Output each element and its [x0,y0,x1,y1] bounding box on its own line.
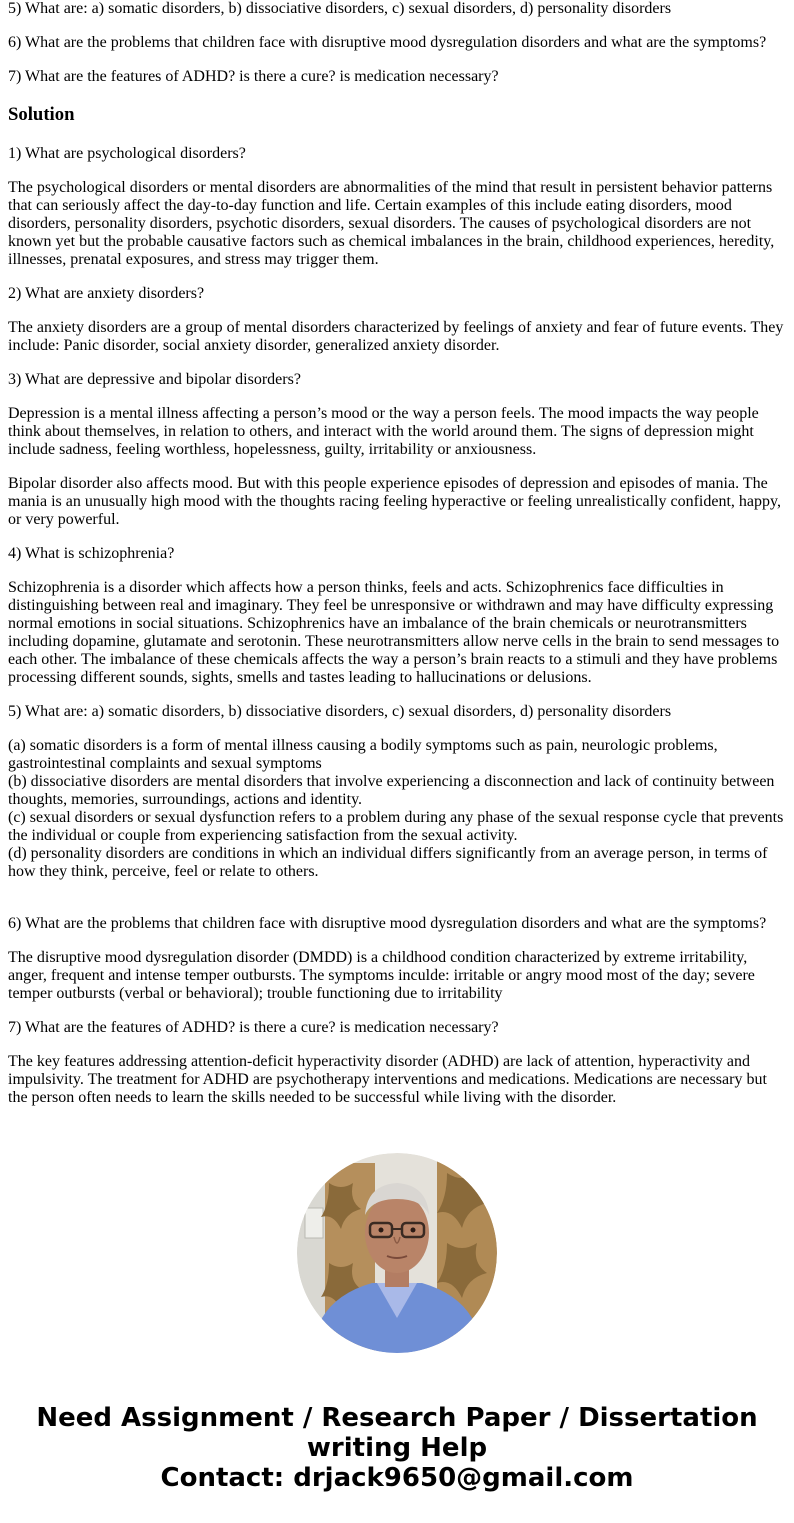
answer-5-list [8,737,786,881]
answer-1: The psychological disorders or mental disorders are abnormalities of the mind that result in persistent behavior patterns that can seriously affect the day-to-day function and life. Certain examples of this include eating disorders, mood disorders, personality disorders, psychotic disorders, sexual disorders. The causes of psychological disorders are not known yet but the probable causative factors such as chemical imbalances in the brain, childhood experiences, heredity, illnesses, prenatal exposures, and stress may trigger them. [8,179,775,268]
answer-5-d: (d) personality disorders are conditions in which an individual differs significantly from an average person, in terms of how they think, perceive, feel or relate to others. [8,845,768,880]
answer-5-c: (c) sexual disorders or sexual dysfunction refers to a problem during any phase of the sexual response cycle that prevents the individual or couple from experiencing satisfaction from the sexual activity. [8,809,784,844]
solution-heading: Solution [8,104,75,125]
answer-2: The anxiety disorders are a group of mental disorders characterized by feelings of anxiety and fear of future events. They include: Panic disorder, social anxiety disorder, generalized anxiety disorder. [8,319,784,354]
author-photo [297,1153,497,1353]
contact-banner [0,1403,794,1493]
spacer [8,881,786,915]
question-7-top: 7) What are the features of ADHD? is there a cure? is medication necessary? [8,68,499,85]
question-6-top: 6) What are the problems that children face with disruptive mood dysregulation disorders and what are the symptoms? [8,34,767,51]
answer-5-a: (a) somatic disorders is a form of mental illness causing a bodily symptoms such as pain, neurologic problems, gastrointestinal complaints and sexual symptoms [8,737,718,772]
question-6: 6) What are the problems that children face with disruptive mood dysregulation disorders and what are the symptoms? [8,915,767,932]
question-5-top: 5) What are: a) somatic disorders, b) dissociative disorders, c) sexual disorders, d) personality disorders [8,0,672,17]
question-3: 3) What are depressive and bipolar disorders? [8,371,301,388]
answer-3-bipolar: Bipolar disorder also affects mood. But with this people experience episodes of depression and episodes of mania. The mania is an unusually high mood with the thoughts racing feeling hyperactive or feeling unrealistically confident, happy, or very powerful. [8,475,781,528]
banner-contact-email: Contact: drjack9650@gmail.com [160,1463,634,1493]
question-1: 1) What are psychological disorders? [8,145,246,162]
answer-3-depression: Depression is a mental illness affecting a person’s mood or the way a person feels. The mood impacts the way people think about themselves, in relation to others, and interact with the world around them. The signs of depression might include sadness, feeling worthless, hopelessness, guilty, irritability or anxiousness. [8,405,759,458]
question-7: 7) What are the features of ADHD? is there a cure? is medication necessary? [8,1019,499,1036]
banner-line-2: writing Help [306,1433,488,1463]
answer-4: Schizophrenia is a disorder which affects how a person thinks, feels and acts. Schizophrenics face difficulties in distinguishing between real and imaginary. They feel be unresponsive or withdrawn and may have difficulty expressing normal emotions in social situations. Schizophrenics have an imbalance of the brain chemicals or neurotransmitters including dopamine, glutamate and serotonin. These neurotransmitters allow nerve cells in the brain to send messages to each other. The imbalance of these chemicals affects the way a person’s brain reacts to a stimuli and they have problems processing different sounds, sights, smells and tastes leading to hallucinations or delusions. [8,579,780,686]
avatar [297,1153,497,1353]
answer-5-b: (b) dissociative disorders are mental disorders that involve experiencing a disconnection and lack of continuity between thoughts, memories, surroundings, actions and identity. [8,773,775,808]
question-4: 4) What is schizophrenia? [8,545,175,562]
answer-7: The key features addressing attention-deficit hyperactivity disorder (ADHD) are lack of attention, hyperactivity and impulsivity. The treatment for ADHD are psychotherapy interventions and medications. Medications are necessary but the person often needs to learn the skills needed to be successful while living with the disorder. [8,1053,767,1106]
answer-6: The disruptive mood dysregulation disorder (DMDD) is a childhood condition characterized by extreme irritability, anger, frequent and intense temper outbursts. The symptoms inculde: irritable or angry mood most of the day; severe temper outbursts (verbal or behavioral); trouble functioning due to irritability [8,949,755,1002]
banner-line-1: Need Assignment / Research Paper / Dissertation [36,1403,758,1433]
question-2: 2) What are anxiety disorders? [8,285,205,302]
question-5: 5) What are: a) somatic disorders, b) dissociative disorders, c) sexual disorders, d) personality disorders [8,703,672,720]
